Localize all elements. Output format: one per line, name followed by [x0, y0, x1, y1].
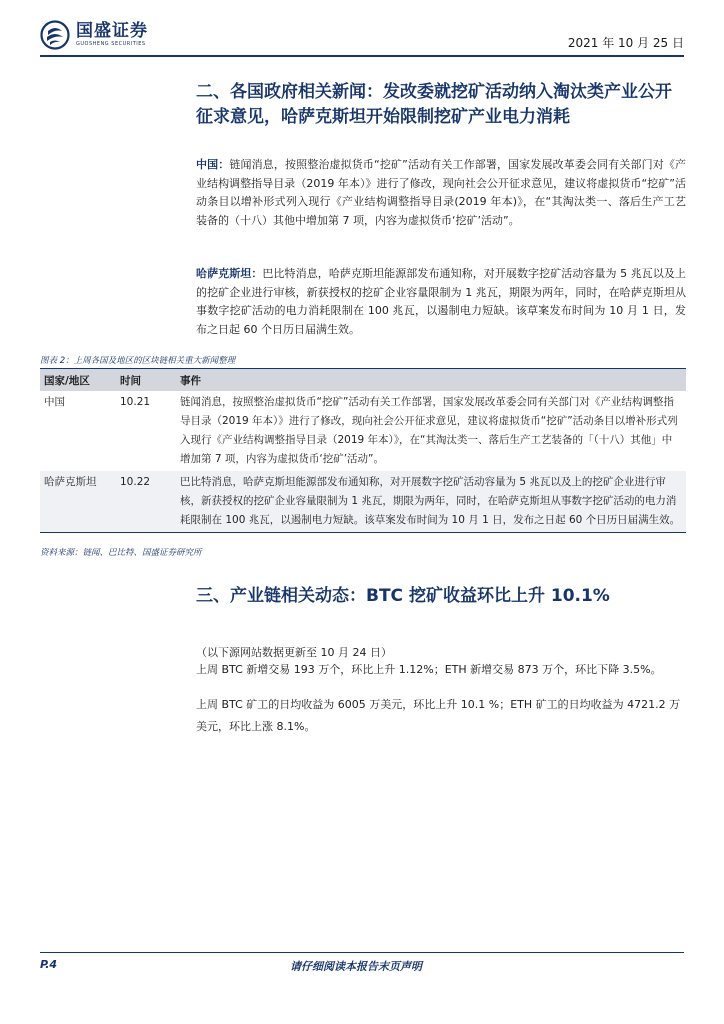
- china-lead-label: 中国：: [196, 158, 230, 171]
- footer-disclaimer: 请仔细阅读本报告末页声明: [290, 960, 422, 973]
- china-news-body: 链闻消息，按照整治虚拟货币“挖矿”活动有关工作部署，国家发展改革委会同有关部门对《产业结构调整指导目录（2019 年本）》进行了修改，现向社会公开征求意见，建议将虚拟货币“挖矿”活动条目以增补形式列入现行《产业结构调整指导目录(2019 年本)》，在“其淘汰类一、落后生产工艺装备的（十八）其他中增加第 7 项，内容为虚拟货币‘挖矿’活动”。: [196, 158, 686, 227]
- company-logo: [40, 20, 148, 50]
- cell-time: 10.22: [116, 471, 176, 533]
- table-row: [40, 391, 686, 471]
- table-row: [40, 471, 686, 533]
- logo-chinese-name: 国盛证券: [76, 21, 148, 41]
- header-divider: [40, 55, 684, 57]
- section-3-title: 三、产业链相关动态：BTC 挖矿收益环比上升 10.1%: [196, 586, 610, 606]
- cell-time: 10.21: [120, 396, 151, 408]
- table-header-row: [40, 369, 686, 392]
- kazakhstan-lead-label: 哈萨克斯坦：: [196, 267, 263, 280]
- cell-event: 巴比特消息，哈萨克斯坦能源部发布通知称，对开展数字挖矿活动容量为 5 兆瓦以及上的挖矿企业进行审核，新获授权的挖矿企业容量限制为 1 兆瓦，期限为两年，同时，在哈萨克斯坦从事数字挖矿活动的电力消耗限制在 100 兆瓦，以遏制电力短缺。该草案发布时间为 10 月 1 日，发布之日起 60 个日历日届满生效。: [176, 471, 686, 533]
- page-number: P.4: [40, 958, 58, 971]
- logo-icon: [40, 20, 70, 50]
- data-update-note: （以下源网站数据更新至 10 月 24 日）: [196, 646, 392, 659]
- figure-caption: 图表 2：上周各国及地区的区块链相关重大新闻整理: [40, 356, 236, 366]
- cell-region: 哈萨克斯坦: [40, 471, 116, 533]
- column-header-event: 事件: [180, 374, 201, 387]
- kazakhstan-news-body: 巴比特消息，哈萨克斯坦能源部发布通知称，对开展数字挖矿活动容量为 5 兆瓦以及上的挖矿企业进行审核，新获授权的挖矿企业容量限制为 1 兆瓦，期限为两年，同时，在哈萨克斯坦从事数字挖矿活动的电力消耗限制在 100 兆瓦，以遏制电力短缺。该草案发布时间为 10 月 1 日，发布之日起 60 个日历日届满生效。: [196, 267, 687, 336]
- kazakhstan-news-paragraph: [196, 265, 686, 339]
- cell-region: 中国: [44, 396, 65, 408]
- column-header-time: 时间: [120, 374, 141, 387]
- page-header: [40, 18, 684, 54]
- logo-english-name: GUOSHENG SECURITIES: [76, 41, 146, 47]
- miner-revenue-stats: 上周 BTC 矿工的日均收益为 6005 万美元，环比上升 10.1 %；ETH 矿工的日均收益为 4721.2 万美元，环比上涨 8.1%。: [196, 698, 681, 733]
- report-date: 2021 年 10 月 25 日: [567, 36, 684, 50]
- transaction-stats: 上周 BTC 新增交易 193 万个，环比上升 1.12%；ETH 新增交易 873 万个，环比下降 3.5%。: [196, 663, 662, 676]
- cell-event: 链闻消息，按照整治虚拟货币“挖矿”活动有关工作部署，国家发展改革委会同有关部门对《产业结构调整指导目录（2019 年本）》进行了修改，现向社会公开征求意见，建议将虚拟货币“挖矿”活动条目以增补形式列入现行《产业结构调整指导目录（2019 年本）》，在“其淘汰类一、落后生产工艺装备的「（十八）其他」中增加第 7 项，内容为虚拟货币‘挖矿’活动”。: [180, 396, 678, 465]
- figure-source: 资料来源：链闻、巴比特、国盛证券研究所: [40, 548, 202, 558]
- news-table: [40, 368, 686, 533]
- section-2-title: 二、各国政府相关新闻：发改委就挖矿活动纳入淘汰类产业公开征求意见，哈萨克斯坦开始限制挖矿产业电力消耗: [196, 82, 672, 127]
- column-header-region: 国家/地区: [44, 374, 90, 387]
- china-news-paragraph: [196, 156, 686, 230]
- footer-divider: [40, 952, 684, 953]
